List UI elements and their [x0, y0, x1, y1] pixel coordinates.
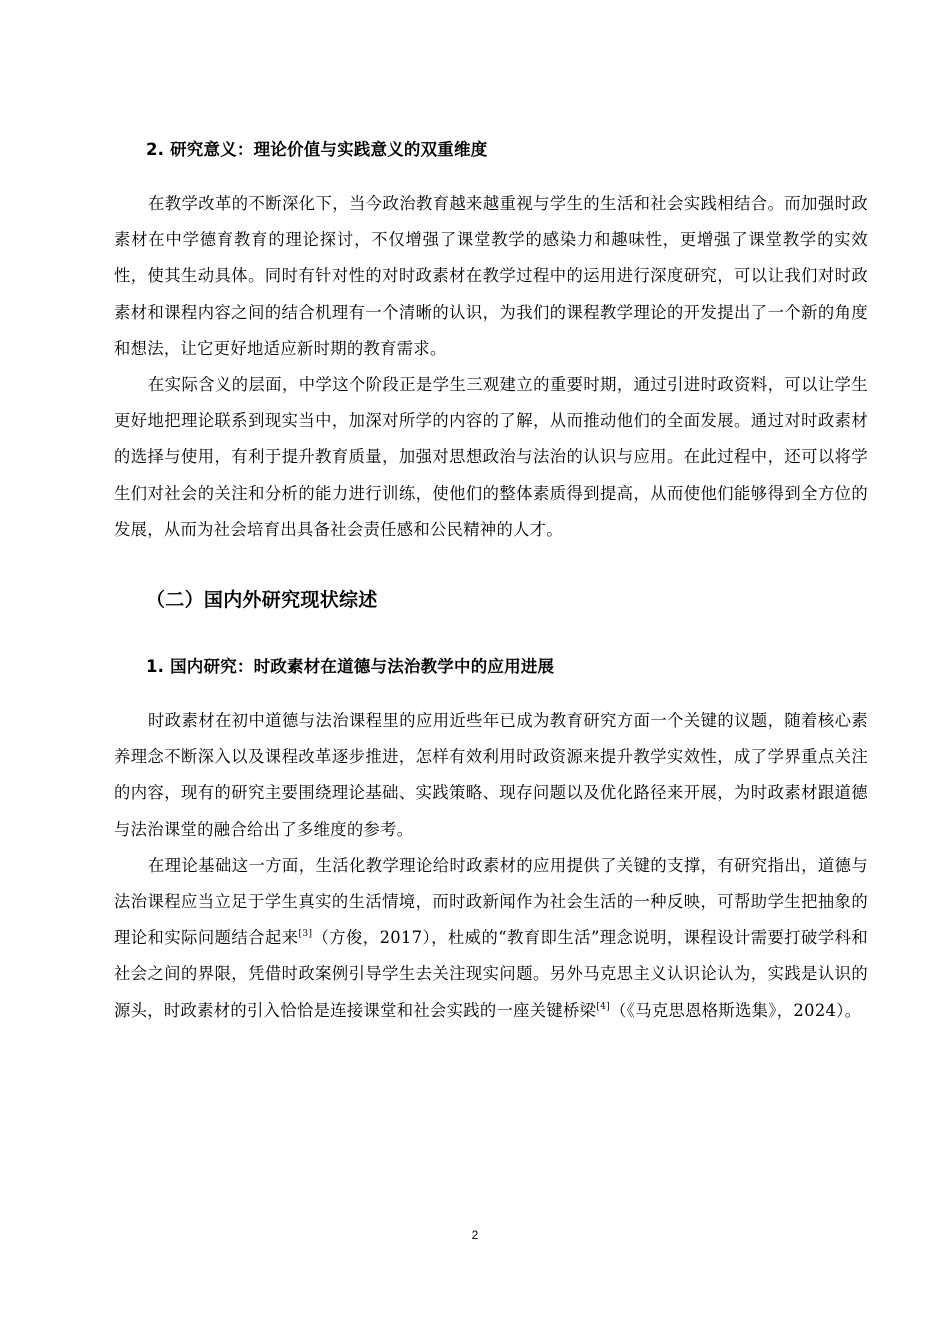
citation-ref-3: [3]	[298, 929, 313, 940]
paragraph-text-part: （方俊，2017），杜威的“教育即生活”理念说明，课程设计需要打破学科和社会之间的界限，凭借时政案例引导学生去关注现实问题。另外马克思主义认识论认为，实践是认识的源头，时政素材的引入恰恰是连接课堂和社会实践的一座关键桥梁	[114, 928, 868, 1020]
section-heading-domestic-research: 1. 国内研究：时政素材在道德与法治教学中的应用进展	[146, 657, 555, 677]
paragraph-theoretical-basis	[114, 848, 868, 1029]
page-number: 2	[471, 1228, 479, 1242]
citation-ref-4: [4]	[596, 1001, 611, 1012]
paragraph-text-part: 在理论基础这一方面，生活化教学理论给时政素材的应用提供了关键的支撑，有研究指出，道德与法治课程应当立足于学生真实的生活情境，而时政新闻作为社会生活的一种反映，可帮助学生把抽象的理论和实际问题结合起来	[114, 855, 868, 948]
section-heading-research-review: （二）国内外研究现状综述	[146, 589, 378, 612]
paragraph-text-part: （《马克思恩格斯选集》，2024）。	[610, 1000, 862, 1020]
paragraph-domestic-overview: 时政素材在初中道德与法治课程里的应用近些年已成为教育研究方面一个关键的议题，随着核心素养理念不断深入以及课程改革逐步推进，怎样有效利用时政资源来提升教学实效性，成了学界重点关注的内容，现有的研究主要围绕理论基础、实践策略、现存问题以及优化路径来开展，为时政素材跟道德与法治课堂的融合给出了多维度的参考。	[114, 711, 868, 839]
section-heading-significance: 2. 研究意义：理论价值与实践意义的双重维度	[146, 140, 488, 159]
paragraph-theoretical-significance: 在教学改革的不断深化下，当今政治教育越来越重视与学生的生活和社会实践相结合。而加强时政素材在中学德育教育的理论探讨，不仅增强了课堂教学的感染力和趣味性，更增强了课堂教学的实效性，使其生动具体。同时有针对性的对时政素材在教学过程中的运用进行深度研究，可以让我们对时政素材和课程内容之间的结合机理有一个清晰的认识，为我们的课程教学理论的开发提出了一个新的角度和想法，让它更好地适应新时期的教育需求。	[114, 194, 868, 358]
page-body	[114, 130, 868, 1029]
paragraph-practical-significance: 在实际含义的层面，中学这个阶段正是学生三观建立的重要时期，通过引进时政资料，可以让学生更好地把理论联系到现实当中，加深对所学的内容的了解，从而推动他们的全面发展。通过对时政素材的选择与使用，有利于提升教育质量，加强对思想政治与法治的认识与应用。在此过程中，还可以将学生们对社会的关注和分析的能力进行训练，使他们的整体素质得到提高，从而使他们能够得到全方位的发展，从而为社会培育出具备社会责任感和公民精神的人才。	[114, 375, 868, 539]
